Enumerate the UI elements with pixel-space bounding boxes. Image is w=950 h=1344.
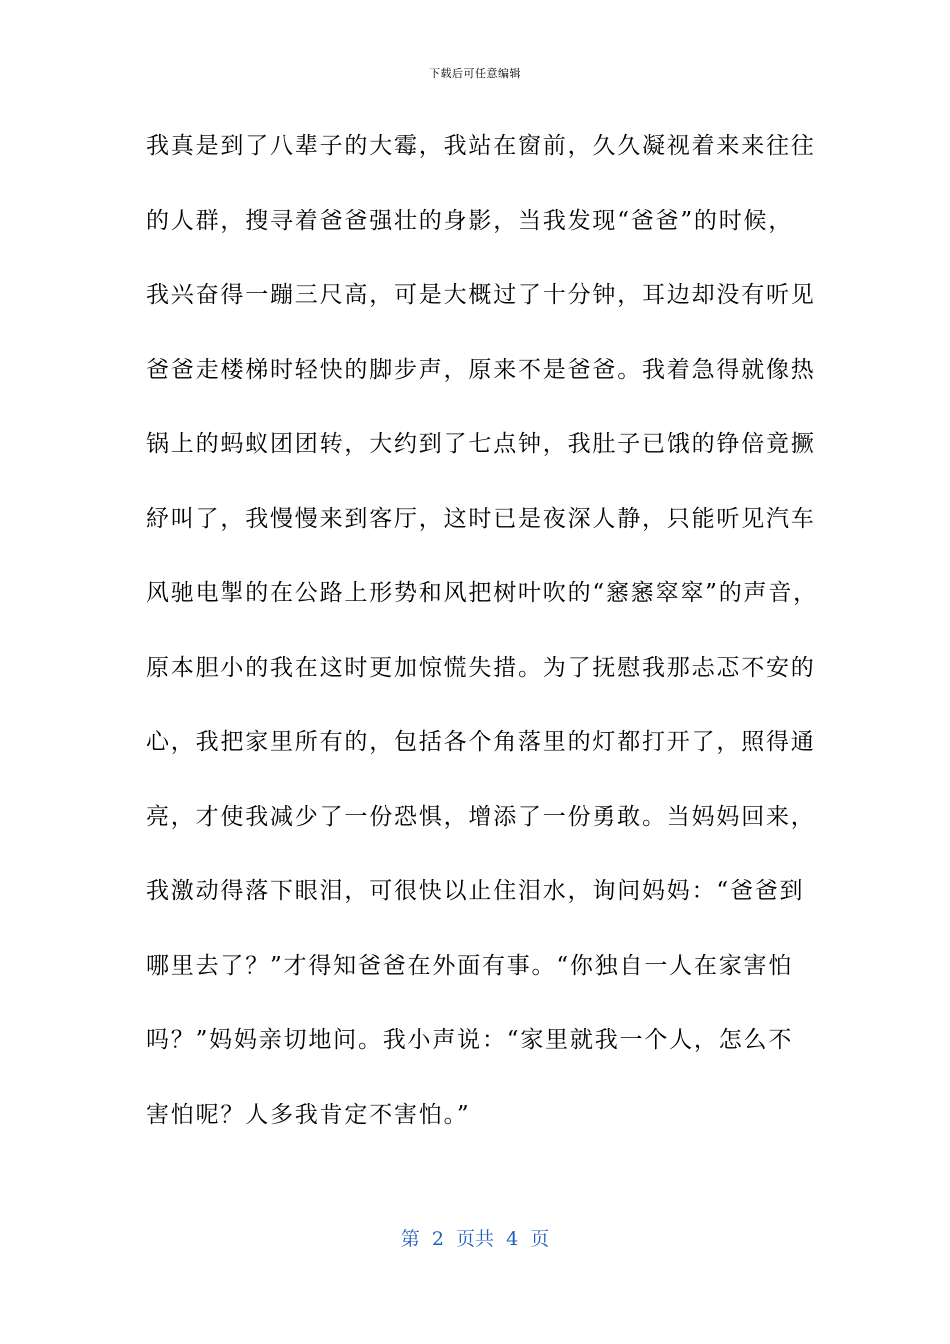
text-line: 的人群，搜寻着爸爸强壮的身影，当我发现“爸爸”的时候，	[146, 207, 794, 234]
text-line: 心，我把家里所有的，包括各个角落里的灯都打开了，照得通	[146, 729, 816, 755]
body-text	[146, 120, 818, 1163]
text-line: 原本胆小的我在这时更加惊慌失措。为了抚慰我那忐忑不安的	[146, 654, 816, 681]
text-line: 吗？”妈妈亲切地问。我小声说：“家里就我一个人，怎么不	[146, 1027, 794, 1053]
text-line: 风驰电掣的在公路上形势和风把树叶吹的“窸窸窣窣”的声音，	[146, 580, 818, 606]
text-line: 紓叫了，我慢慢来到客厅，这时已是夜深人静，只能听见汽车	[146, 505, 816, 532]
text-line: 亮，才使我减少了一份恐惧，增添了一份勇敢。当妈妈回来，	[146, 803, 816, 830]
text-line: 我真是到了八辈子的大霉，我站在窗前，久久凝视着来来往往	[146, 133, 816, 159]
text-line: 我激动得落下眼泪，可很快以止住泪水，询问妈妈：“爸爸到	[146, 878, 805, 904]
text-line: 我兴奋得一蹦三尺高，可是大概过了十分钟，耳边却没有听见	[146, 282, 816, 308]
page-header: 下载后可任意编辑	[429, 67, 521, 80]
text-line: 害怕呢？人多我肯定不害怕。”	[146, 1101, 471, 1128]
text-line: 锅上的蚂蚁团团转，大约到了七点钟，我肚子已饿的铮倍竟撅	[146, 431, 816, 457]
text-line: 爸爸走楼梯时轻快的脚步声，原来不是爸爸。我着急得就像热	[146, 356, 816, 383]
page-number-footer: 第 2 页共 4 页	[400, 1228, 550, 1250]
text-line: 哪里去了？”才得知爸爸在外面有事。“你独自一人在家害怕	[146, 952, 794, 979]
